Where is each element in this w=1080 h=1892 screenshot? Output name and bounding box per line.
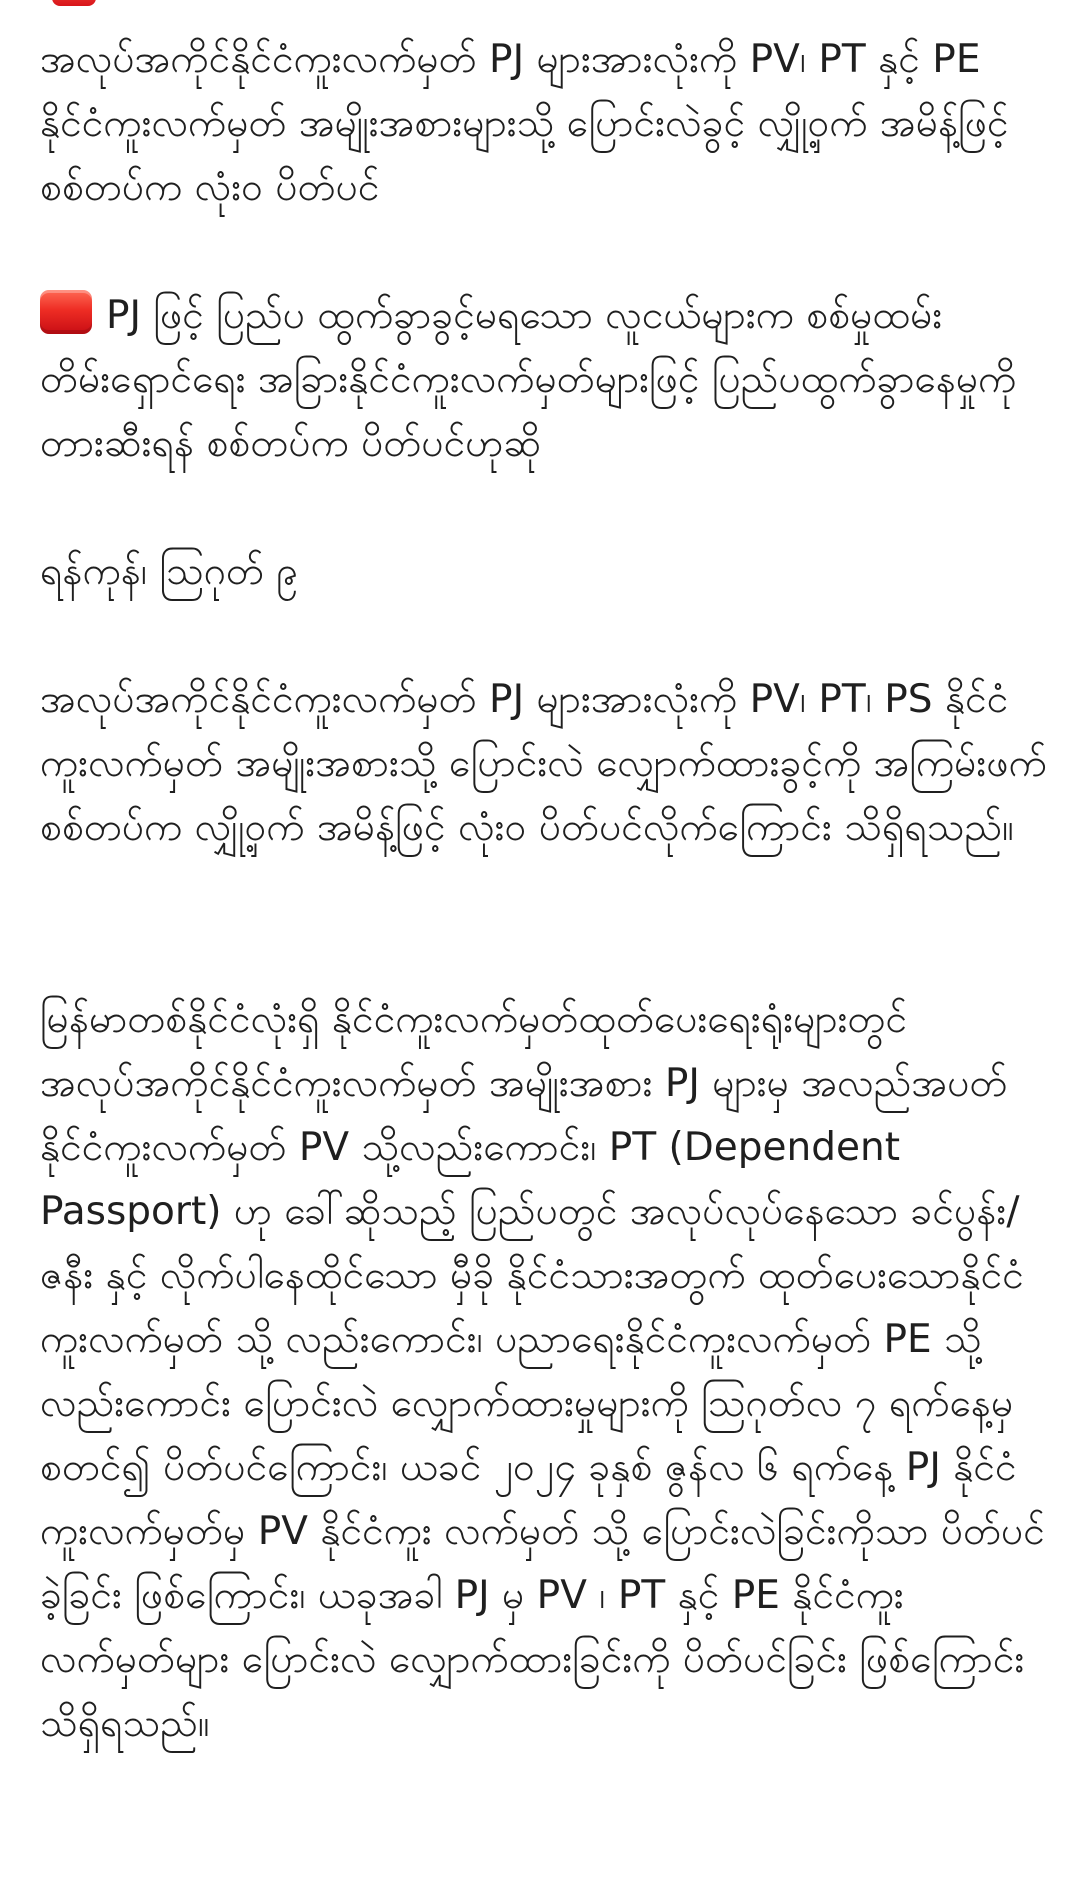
article-paragraph-2-text: PJ ဖြင့် ပြည်ပ ထွက်ခွာခွင့်မရသော လူငယ်များက စစ်မှုထမ်းတိမ်းရှောင်ရေး အခြားနိုင်ငံကူးလက်မှတ်များဖြင့် ပြည်ပထွက်ခွာနေမှုကို တားဆီးရန် စစ်တပ်က ပိတ်ပင်ဟုဆို xyxy=(40,293,1017,466)
article-paragraph-4: မြန်မာတစ်နိုင်ငံလုံးရှိ နိုင်ငံကူးလက်မှတ်ထုတ်ပေးရေးရုံးများတွင် အလုပ်အကိုင်နိုင်ငံကူးလက်မှတ် အမျိုးအစား PJ များမှ အလည်အပတ်နိုင်ငံကူးလက်မှတ် PV သို့လည်းကောင်း၊ PT (Dependent Passport) ဟု ခေါ်ဆိုသည့် ပြည်ပတွင် အလုပ်လုပ်နေသော ခင်ပွန်း/ဇနီး နှင့် လိုက်ပါနေထိုင်သော မှီခို နိုင်ငံသားအတွက် ထုတ်ပေးသောနိုင်ငံကူးလက်မှတ် သို့ လည်းကောင်း၊ ပညာရေးနိုင်ငံကူးလက်မှတ် PE သို့ လည်းကောင်း ပြောင်းလဲ လျှောက်ထားမှုများကို သြဂုတ်လ ၇ ရက်နေ့မှစတင်၍ ပိတ်ပင်ကြောင်း၊ ယခင် ၂၀၂၄ ခုနှစ် ဇွန်လ ၆ ရက်နေ့ PJ နိုင်ငံကူးလက်မှတ်မှ PV နိုင်ငံကူး လက်မှတ် သို့ ပြောင်းလဲခြင်းကိုသာ ပိတ်ပင်ခဲ့ခြင်း ဖြစ်ကြောင်း၊ ယခုအခါ PJ မှ PV ၊ PT နှင့် PE နိုင်ငံကူး လက်မှတ်များ ပြောင်းလဲ လျှောက်ထားခြင်းကို ပိတ်ပင်ခြင်း ဖြစ်ကြောင်း သိရှိရသည်။ xyxy=(40,997,1045,1746)
article-dateline: ရန်ကုန်၊ သြဂုတ် ၉ xyxy=(40,549,299,594)
red-square-icon xyxy=(40,290,92,334)
red-square-emoji-fragment-icon xyxy=(52,0,96,6)
article-paragraph-2 xyxy=(40,284,1050,476)
article-paragraph-3: အလုပ်အကိုင်နိုင်ငံကူးလက်မှတ် PJ များအားလုံးကို PV၊ PT၊ PS နိုင်ငံကူးလက်မှတ် အမျိုးအစားသို့ ပြောင်းလဲ လျှောက်ထားခွင့်ကို အကြမ်းဖက်စစ်တပ်က လျှို့ဝှက် အမိန့်ဖြင့် လုံးဝ ပိတ်ပင်လိုက်ကြောင်း သိရှိရသည်။ xyxy=(40,677,1047,850)
article-paragraph-1: အလုပ်အကိုင်နိုင်ငံကူးလက်မှတ် PJ များအားလုံးကို PV၊ PT နှင့် PE နိုင်ငံကူးလက်မှတ် အမျိုးအစားများသို့ ပြောင်းလဲခွင့် လျှို့ဝှက် အမိန့်ဖြင့် စစ်တပ်က လုံးဝ ပိတ်ပင် xyxy=(40,37,1009,210)
